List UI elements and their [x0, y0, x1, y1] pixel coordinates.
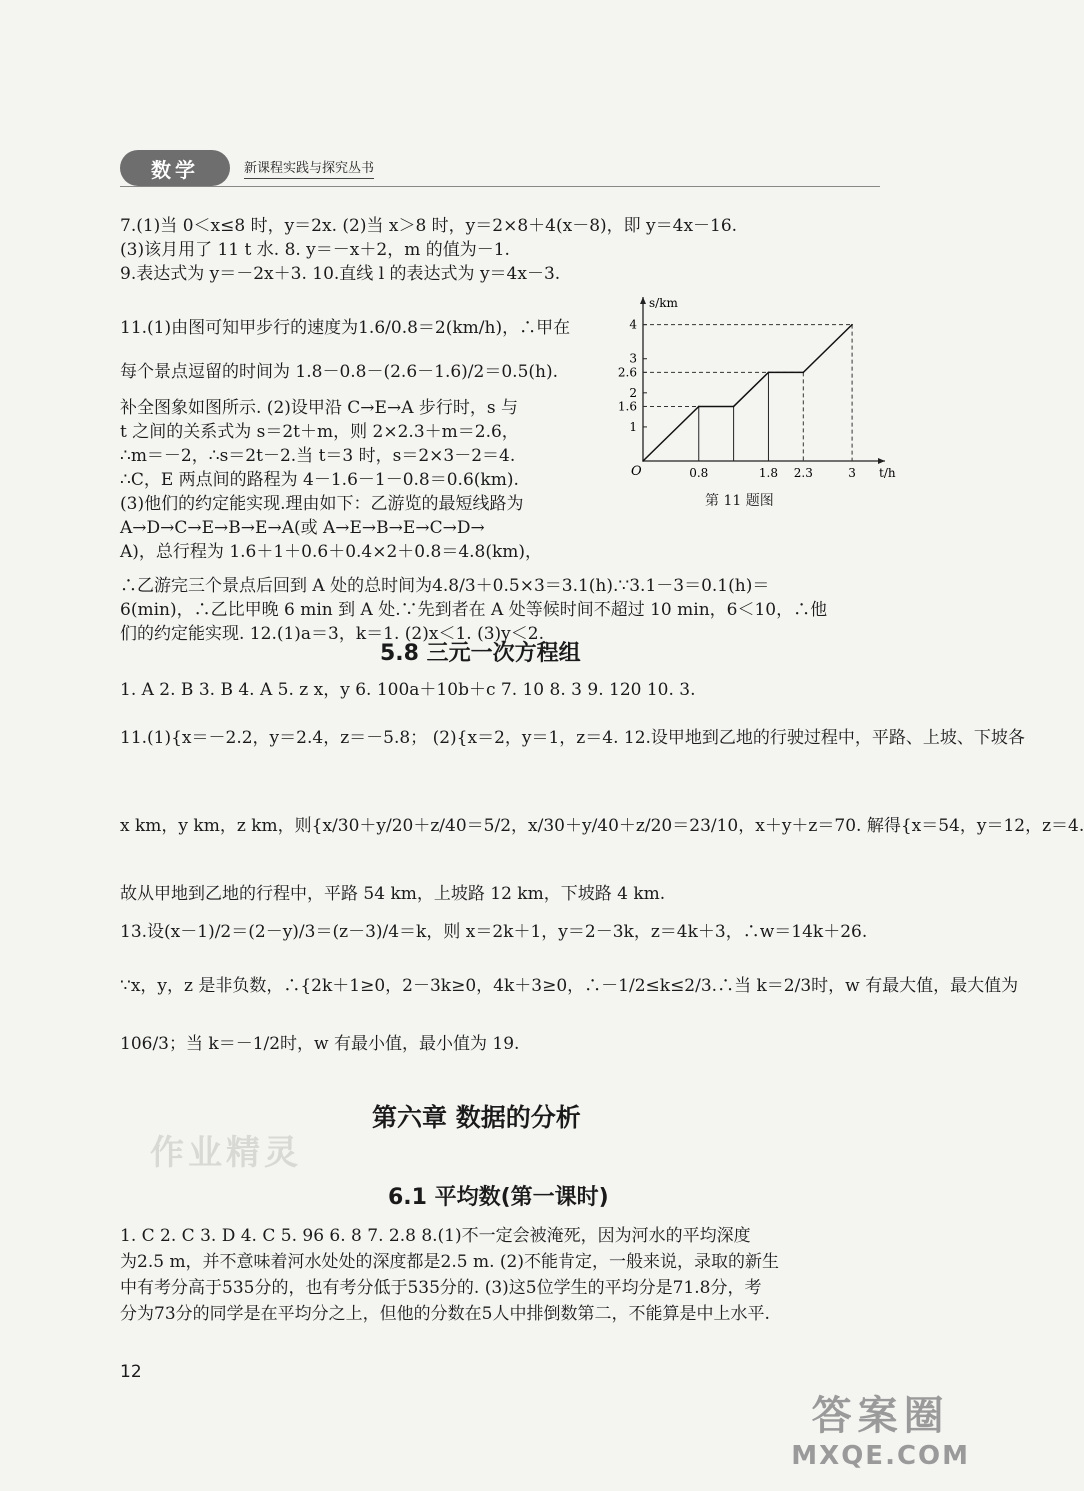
- x-axis-label: t/h: [879, 466, 896, 480]
- series-point: [768, 372, 770, 374]
- x-tick-label: 0.8: [689, 466, 709, 480]
- answer-line: 7.(1)当 0＜x≤8 时，y＝2x. (2)当 x＞8 时，y＝2×8＋4(x－8)，即 y＝4x－16.: [120, 216, 738, 236]
- subject-badge: 数学: [120, 150, 230, 186]
- ghost-watermark: 作业精灵: [150, 1133, 302, 1173]
- watermark-url: MXQE.COM: [791, 1441, 970, 1471]
- answer-line: 中有考分高于535分的，也有考分低于535分的. (3)这5位学生的平均分是71.8分，考: [120, 1278, 762, 1298]
- y-tick-label: 2: [629, 385, 637, 400]
- answer-line: 13.设(x－1)/2＝(2－y)/3＝(z－3)/4＝k，则 x＝2k＋1，y＝2－3k，z＝4k＋3，∴w＝14k＋26.: [120, 922, 868, 942]
- series-point: [803, 372, 805, 374]
- x-tick-label: 1.8: [758, 466, 779, 480]
- series-point: [698, 406, 700, 408]
- series-point: [733, 406, 735, 408]
- answer-line: ∵x，y，z 是非负数，∴{2k＋1≥0，2－3k≥0，4k＋3≥0，∴－1/2≤k≤2/3.∴当 k＝2/3时，w 有最大值，最大值为: [120, 976, 1019, 996]
- answer-line: (3)该月用了 11 t 水. 8. y＝－x＋2，m 的值为－1.: [120, 240, 510, 260]
- y-tick-label: 4: [629, 317, 637, 332]
- answer-line: 11.(1){x＝－2.2，y＝2.4，z＝－5.8； (2){x＝2，y＝1，z＝4. 12.设甲地到乙地的行驶过程中，平路、上坡、下坡各: [120, 728, 1025, 748]
- answer-line: 分为73分的同学是在平均分之上，但他的分数在5人中排倒数第二，不能算是中上水平.: [120, 1304, 770, 1324]
- y-axis-label: s/km: [649, 296, 678, 310]
- y-tick-label: 1: [629, 419, 637, 434]
- page-header: [120, 150, 374, 186]
- q11-line: A)，总行程为 1.6＋1＋0.6＋0.4×2＋0.8＝4.8(km)，: [120, 542, 543, 562]
- series-line: [643, 325, 852, 461]
- origin-label: O: [631, 464, 642, 479]
- distance-time-chart: [605, 296, 896, 481]
- section-title: 6.1 平均数(第一课时): [388, 1185, 609, 1210]
- chapter-title: 第六章 数据的分析: [372, 1103, 581, 1132]
- site-watermark: [791, 1384, 970, 1471]
- section-title: 5.8 三元一次方程组: [380, 641, 581, 666]
- q11-cont-line: 6(min)，∴乙比甲晚 6 min 到 A 处.∵先到者在 A 处等候时间不超过 10 min，6＜10，∴他: [120, 600, 828, 620]
- series-point: [642, 460, 644, 462]
- watermark-logo: 答案圈: [811, 1393, 950, 1439]
- q11-line: ∴C，E 两点间的路程为 4－1.6－1－0.8＝0.6(km).: [120, 470, 519, 490]
- answer-line: 为2.5 m，并不意味着河水处处的深度都是2.5 m. (2)不能肯定，一般来说，录取的新生: [120, 1252, 780, 1272]
- q11-line: 11.(1)由图可知甲步行的速度为1.6/0.8＝2(km/h)，∴甲在: [120, 318, 571, 338]
- x-tick-label: 2.3: [793, 466, 813, 480]
- answer-line: 1. A 2. B 3. B 4. A 5. z x，y 6. 100a＋10b＋c 7. 10 8. 3 9. 120 10. 3.: [120, 680, 696, 700]
- q11-line: (3)他们的约定能实现.理由如下：乙游览的最短线路为: [120, 494, 524, 514]
- y-axis-arrow: [640, 297, 646, 304]
- q11-cont-line: 们的约定能实现. 12.(1)a＝3，k＝1. (2)x＜1. (3)y＜2.: [120, 624, 544, 644]
- header-rule: [120, 186, 880, 187]
- q11-line: 补全图象如图所示. (2)设甲沿 C→E→A 步行时，s 与: [120, 398, 519, 418]
- q11-cont-line: ∴乙游完三个景点后回到 A 处的总时间为4.8/3＋0.5×3＝3.1(h).∵3.1－3＝0.1(h)＝: [120, 576, 770, 596]
- answer-line: 故从甲地到乙地的行程中，平路 54 km，上坡路 12 km，下坡路 4 km.: [120, 884, 666, 904]
- series-title: 新课程实践与探究丛书: [244, 157, 374, 179]
- series-point: [851, 324, 853, 326]
- q11-line: 每个景点逗留的时间为 1.8－0.8－(2.6－1.6)/2＝0.5(h).: [120, 362, 559, 382]
- q11-line: t 之间的关系式为 s＝2t＋m，则 2×2.3＋m＝2.6，: [120, 422, 519, 442]
- q11-line: A→D→C→E→B→E→A(或 A→E→B→E→C→D→: [120, 518, 485, 538]
- x-tick-label: 3: [848, 466, 856, 480]
- y-tick-label: 2.6: [617, 365, 637, 380]
- page-number: 12: [120, 1362, 142, 1382]
- y-tick-label: 1.6: [617, 399, 637, 414]
- answer-line: x km，y km，z km，则{x/30＋y/20＋z/40＝5/2，x/30＋y/40＋z/20＝23/10，x＋y＋z＝70. 解得{x＝54，y＝12，z＝4.: [120, 816, 1084, 836]
- answer-line: 9.表达式为 y＝－2x＋3. 10.直线 l 的表达式为 y＝4x－3.: [120, 264, 561, 284]
- chart-caption: 第 11 题图: [705, 493, 774, 509]
- q11-line: ∴m＝－2，∴s＝2t－2.当 t＝3 时，s＝2×3－2＝4.: [120, 446, 516, 466]
- x-axis-arrow: [878, 458, 885, 464]
- y-tick-label: 3: [629, 351, 637, 366]
- answer-line: 106/3；当 k＝－1/2时，w 有最小值，最小值为 19.: [120, 1034, 520, 1054]
- answer-line: 1. C 2. C 3. D 4. C 5. 96 6. 8 7. 2.8 8.(1)不一定会被淹死，因为河水的平均深度: [120, 1226, 751, 1246]
